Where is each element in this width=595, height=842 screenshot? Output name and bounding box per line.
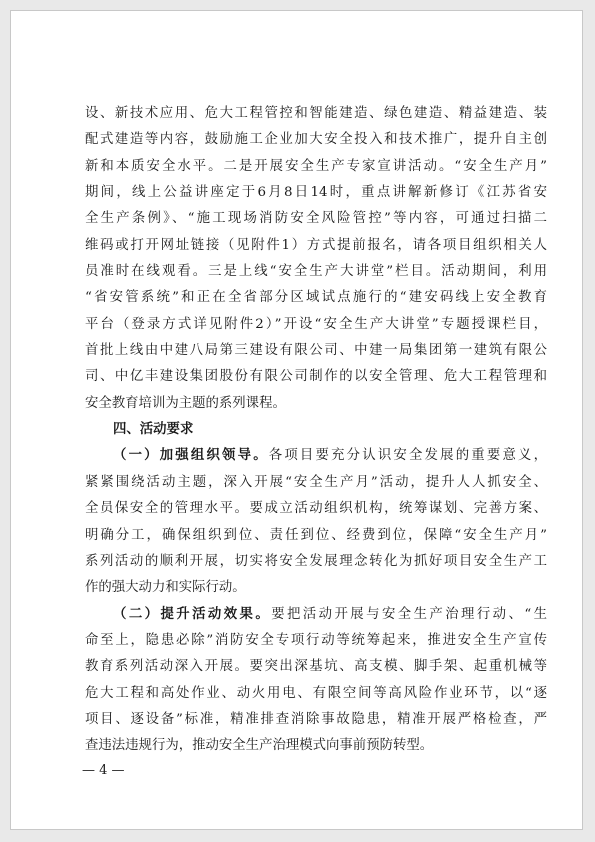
text-line: 命至上，隐患必除”消防安全专项行动等统筹起来，推进安全生产宣传 [85, 632, 547, 648]
section-heading: 四、活动要求 [113, 422, 194, 438]
item-title: （一）加强组织领导。 [113, 448, 269, 464]
text-line: 平台（登录方式详见附件2）”开设“安全生产大讲堂”专题授课栏目， [85, 316, 547, 332]
text-line: 紧紧围绕活动主题，深入开展“安全生产月”活动，提升人人抓安全、 [85, 474, 547, 490]
text-line: 员准时在线观看。三是上线“安全生产大讲堂”栏目。活动期间，利用 [85, 264, 547, 280]
text-line: 明确分工，确保组织到位、责任到位、经费到位，保障“安全生产月” [85, 527, 547, 543]
text-line: 教育系列活动深入开展。要突出深基坑、高支模、脚手架、起重机械等 [85, 659, 547, 675]
text-line: 新和本质安全水平。二是开展安全生产专家宣讲活动。“安全生产月” [85, 158, 547, 174]
item-improve-effect [85, 602, 547, 760]
text-line: 设、新技术应用、危大工程管控和智能建造、绿色建造、精益建造、装 [85, 106, 547, 121]
item-first-line [85, 602, 547, 628]
item-strengthen-organization [85, 443, 547, 601]
page-number: — 4 — [82, 763, 125, 778]
text-line: 全员保安全的管理水平。要成立活动组织机构，统筹谋划、完善方案、 [85, 501, 547, 517]
item-first-line-text: 要把活动开展与安全生产治理行动、“生 [271, 606, 547, 622]
text-line: 首批上线由中建八局第三建设有限公司、中建一局集团第一建筑有限公 [85, 343, 547, 359]
item-title: （二）提升活动效果。 [113, 606, 272, 622]
item-first-line-text: 各项目要充分认识安全发展的重要意义， [268, 448, 547, 464]
text-line: 查违法违规行为，推动安全生产治理模式向事前预防转型。 [85, 738, 434, 754]
text-line: 项目、逐设备”标准，精准排查消除事故隐患，精准开展严格检查，严 [85, 711, 547, 727]
text-line: 危大工程和高处作业、动火用电、有限空间等高风险作业环节，以“逐 [85, 685, 547, 701]
text-line: 系列活动的顺利开展，切实将安全发展理念转化为抓好项目安全生产工 [85, 553, 547, 569]
paragraph-activities [85, 101, 547, 417]
text-line: 维码或打开网址链接（见附件1）方式提前报名，请各项目组织相关人 [85, 237, 547, 253]
text-line: 司、中亿丰建设集团股份有限公司制作的以安全管理、危大工程管理和 [85, 369, 547, 385]
document-body [85, 101, 547, 760]
text-line: 配式建造等内容，鼓励施工企业加大安全投入和技术推广，提升自主创 [85, 132, 547, 148]
text-line: 全生产条例》、“施工现场消防安全风险管控”等内容，可通过扫描二 [85, 211, 547, 227]
text-line: 作的强大动力和实际行动。 [85, 580, 246, 596]
text-line: 期间，线上公益讲座定于6月8日14时，重点讲解新修订《江苏省安 [85, 185, 547, 201]
item-first-line [85, 443, 547, 469]
text-line: 安全教育培训为主题的系列课程。 [85, 395, 286, 411]
text-line: “省安管系统”和正在全省部分区域试点施行的“建安码线上安全教育 [85, 290, 547, 306]
document-page [10, 10, 583, 830]
